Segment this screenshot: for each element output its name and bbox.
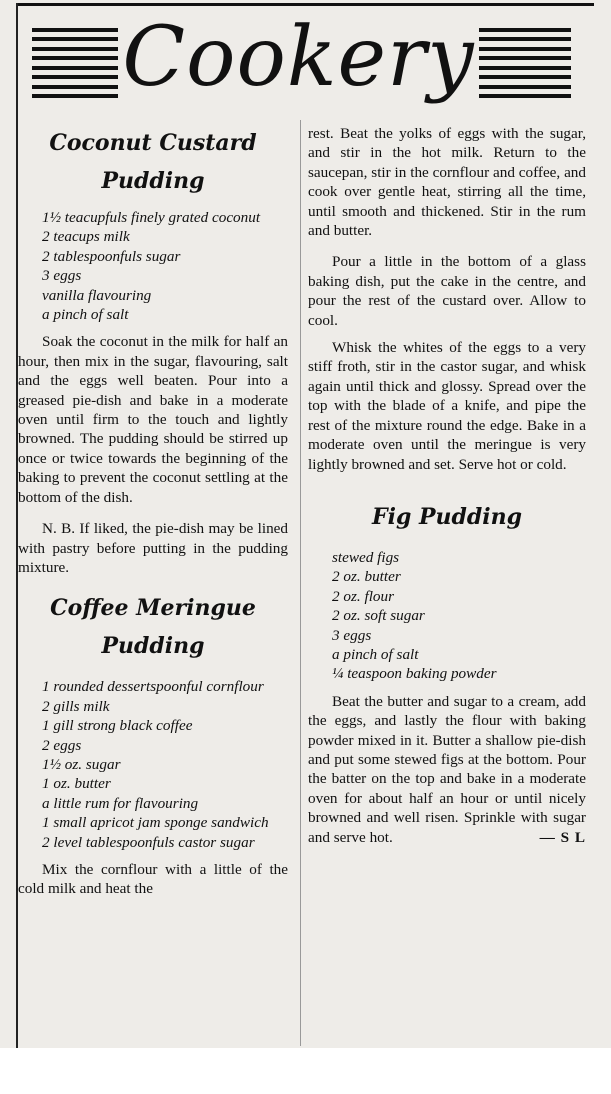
- ingredient-item: 1½ oz. sugar: [42, 755, 121, 773]
- masthead-left-stripes: [32, 28, 118, 98]
- recipe-title-line2: Pudding: [101, 633, 205, 660]
- recipe-title-line1: Coconut Custard: [49, 130, 257, 156]
- ingredient-item: 1 small apricot jam sponge sandwich: [42, 814, 269, 832]
- recipe-title: [18, 589, 288, 665]
- ingredient-item: 2 oz. butter: [332, 568, 401, 586]
- recipe-coffee-meringue-pudding: [18, 589, 288, 898]
- ingredient-item: 2 eggs: [42, 736, 82, 754]
- author-signature: — S L: [539, 828, 586, 846]
- ingredient-item: vanilla flavouring: [42, 286, 152, 304]
- ingredient-item: 1 rounded dessertspoonful cornflour: [42, 678, 264, 696]
- recipe-title: Fig Pudding: [371, 503, 523, 530]
- ingredient-item: 2 oz. soft sugar: [332, 607, 425, 625]
- ingredient-item: 3 eggs: [42, 267, 82, 285]
- right-column: [308, 124, 586, 847]
- ingredient-item: a little rum for flavouring: [42, 794, 199, 812]
- ingredient-item: ¼ teaspoon baking powder: [332, 665, 497, 683]
- recipe-title-line1: Coffee Meringue: [50, 595, 256, 622]
- masthead-title: Cookery: [122, 10, 475, 105]
- recipe-method: Pour a little in the bottom of a glass baking dish, put the cake in the centre, and pour the rest of the custard over. Allow to cool.: [308, 253, 586, 329]
- ingredient-list: [18, 208, 288, 324]
- ingredient-item: a pinch of salt: [332, 645, 419, 663]
- recipe-title-line2: Pudding: [101, 168, 205, 194]
- recipe-fig-pudding: [308, 498, 586, 847]
- ingredient-item: 2 oz. flour: [332, 587, 395, 605]
- recipe-coconut-custard-pudding: [18, 124, 288, 577]
- ingredient-item: 2 gills milk: [42, 697, 110, 715]
- ingredient-item: 1 oz. butter: [42, 775, 111, 793]
- recipe-note: N. B. If liked, the pie-dish may be lined with pastry before putting in the pudding mixture.: [18, 520, 288, 576]
- ingredient-item: 2 teacups milk: [42, 228, 130, 246]
- ingredient-item: 1 gill strong black coffee: [42, 717, 193, 735]
- ingredient-item: 2 level tablespoonfuls castor sugar: [42, 833, 255, 851]
- ingredient-list: [308, 548, 586, 684]
- left-column: [18, 124, 288, 899]
- ingredient-list: [18, 677, 288, 852]
- ingredient-item: 3 eggs: [332, 626, 372, 644]
- recipe-title: [18, 124, 288, 200]
- masthead-right-stripes: [479, 28, 571, 98]
- ingredient-item: 2 tablespoonfuls sugar: [42, 247, 181, 265]
- top-border-rule: [16, 3, 594, 6]
- recipe-method-continued: rest. Beat the yolks of eggs with the sugar, and stir in the hot milk. Return to the saucepan, stir in the cornflour and coffee, and cook over gentle heat, stirring all the time, until smooth and thickened. Stir in the rum and butter.: [308, 125, 586, 240]
- ingredient-item: 1½ teacupfuls finely grated coconut: [42, 209, 261, 226]
- column-divider: [300, 120, 301, 1046]
- recipe-method: Mix the cornflour with a little of the cold milk and heat the: [18, 860, 288, 898]
- recipe-method-text: Beat the butter and sugar to a cream, add the eggs, and lastly the flour with baking powder mixed in it. Butter a shallow pie-dish and put some stewed figs at the bottom. Pour the batter on the top and bake in a moderate oven for about half an hour or until nicely browned and well risen. Sprinkle with sugar and serve hot.: [308, 692, 586, 846]
- ingredient-item: a pinch of salt: [42, 306, 129, 324]
- recipe-method: [308, 692, 586, 847]
- ingredient-item: stewed figs: [332, 548, 400, 566]
- recipe-method: Whisk the whites of the eggs to a very stiff froth, stir in the castor sugar, and whisk again until thick and glossy. Spread over the top with the blade of a knife, and pipe the rest of the mixture round the edge. Bake in a moderate oven until the meringue is very lightly browned and set. Serve hot or cold.: [308, 339, 586, 473]
- recipe-method: Soak the coconut in the milk for half an hour, then mix in the sugar, flavouring, salt and the eggs well beaten. Pour into a greased pie-dish and bake in a moderate oven until firm to the touch and lightly browned. The pudding should be stirred up once or twice towards the beginning of the baking to prevent the coconut settling at the bottom of the dish.: [18, 333, 288, 506]
